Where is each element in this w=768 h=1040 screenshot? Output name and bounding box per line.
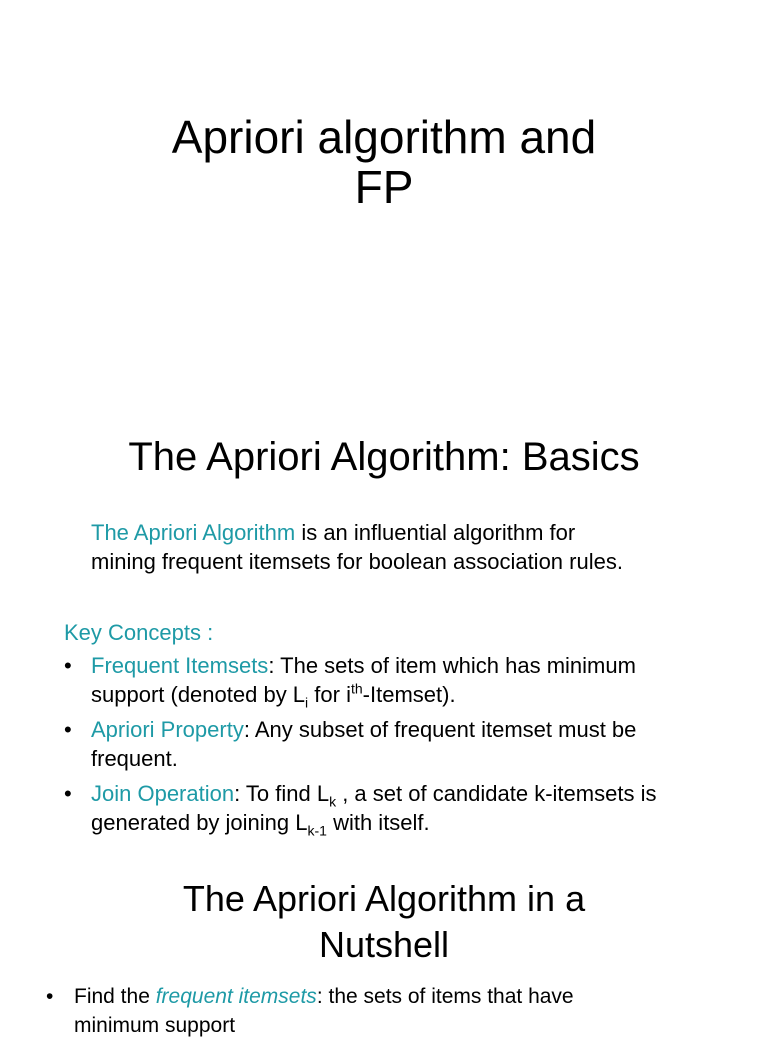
bullet-text: -Itemset). (362, 682, 456, 707)
slide2-intro (91, 518, 731, 576)
slide1-title-line1: Apriori algorithm and (171, 111, 597, 163)
subscript: i (305, 694, 309, 711)
bullet-term: Frequent Itemsets (91, 653, 269, 678)
slide3-title-line1: The Apriori Algorithm in a (182, 878, 586, 919)
slide1-title (0, 112, 768, 212)
bullet-text: with itself. (326, 810, 430, 835)
bullet-icon: • (64, 717, 72, 742)
subscript: k-1 (307, 822, 327, 839)
bullet-term: Apriori Property (91, 717, 244, 742)
bullet-text: : the sets of items that have (316, 985, 574, 1008)
intro-rest: is an influential algorithm for (295, 520, 576, 545)
list-item (64, 779, 714, 837)
bullet-icon: • (64, 653, 72, 678)
bullet-text: Find the (74, 985, 156, 1008)
bullet-text: , a set of candidate k-itemsets is generated by joining L (91, 781, 657, 835)
nutshell-list (46, 982, 726, 1040)
superscript: th (350, 680, 363, 697)
list-item (64, 651, 714, 709)
slide2-title: The Apriori Algorithm: Basics (128, 435, 640, 479)
slide3-title-line2: Nutshell (318, 924, 450, 965)
bullet-term: Join Operation (91, 781, 235, 806)
bullet-icon: • (46, 985, 54, 1008)
slide1-title-line2: FP (354, 161, 414, 213)
key-concepts-list (64, 651, 714, 843)
bullet-text: : Any subset of frequent itemset must be frequent. (91, 717, 637, 771)
list-item (64, 715, 714, 773)
list-item (46, 982, 726, 1040)
key-concepts-heading: Key Concepts : (64, 620, 214, 645)
bullet-term: frequent itemsets (155, 985, 317, 1008)
bullet-text: for i (308, 682, 351, 707)
bullet-text: : To find L (234, 781, 330, 806)
intro-line2: mining frequent itemsets for boolean association rules. (91, 549, 623, 574)
bullet-text: : The sets of item which has minimum support (denoted by L (91, 653, 636, 707)
intro-highlight: The Apriori Algorithm (91, 520, 296, 545)
slide3-title (0, 876, 768, 968)
bullet-text: minimum support (74, 1014, 236, 1037)
bullet-icon: • (64, 781, 72, 806)
subscript: k (329, 793, 337, 810)
